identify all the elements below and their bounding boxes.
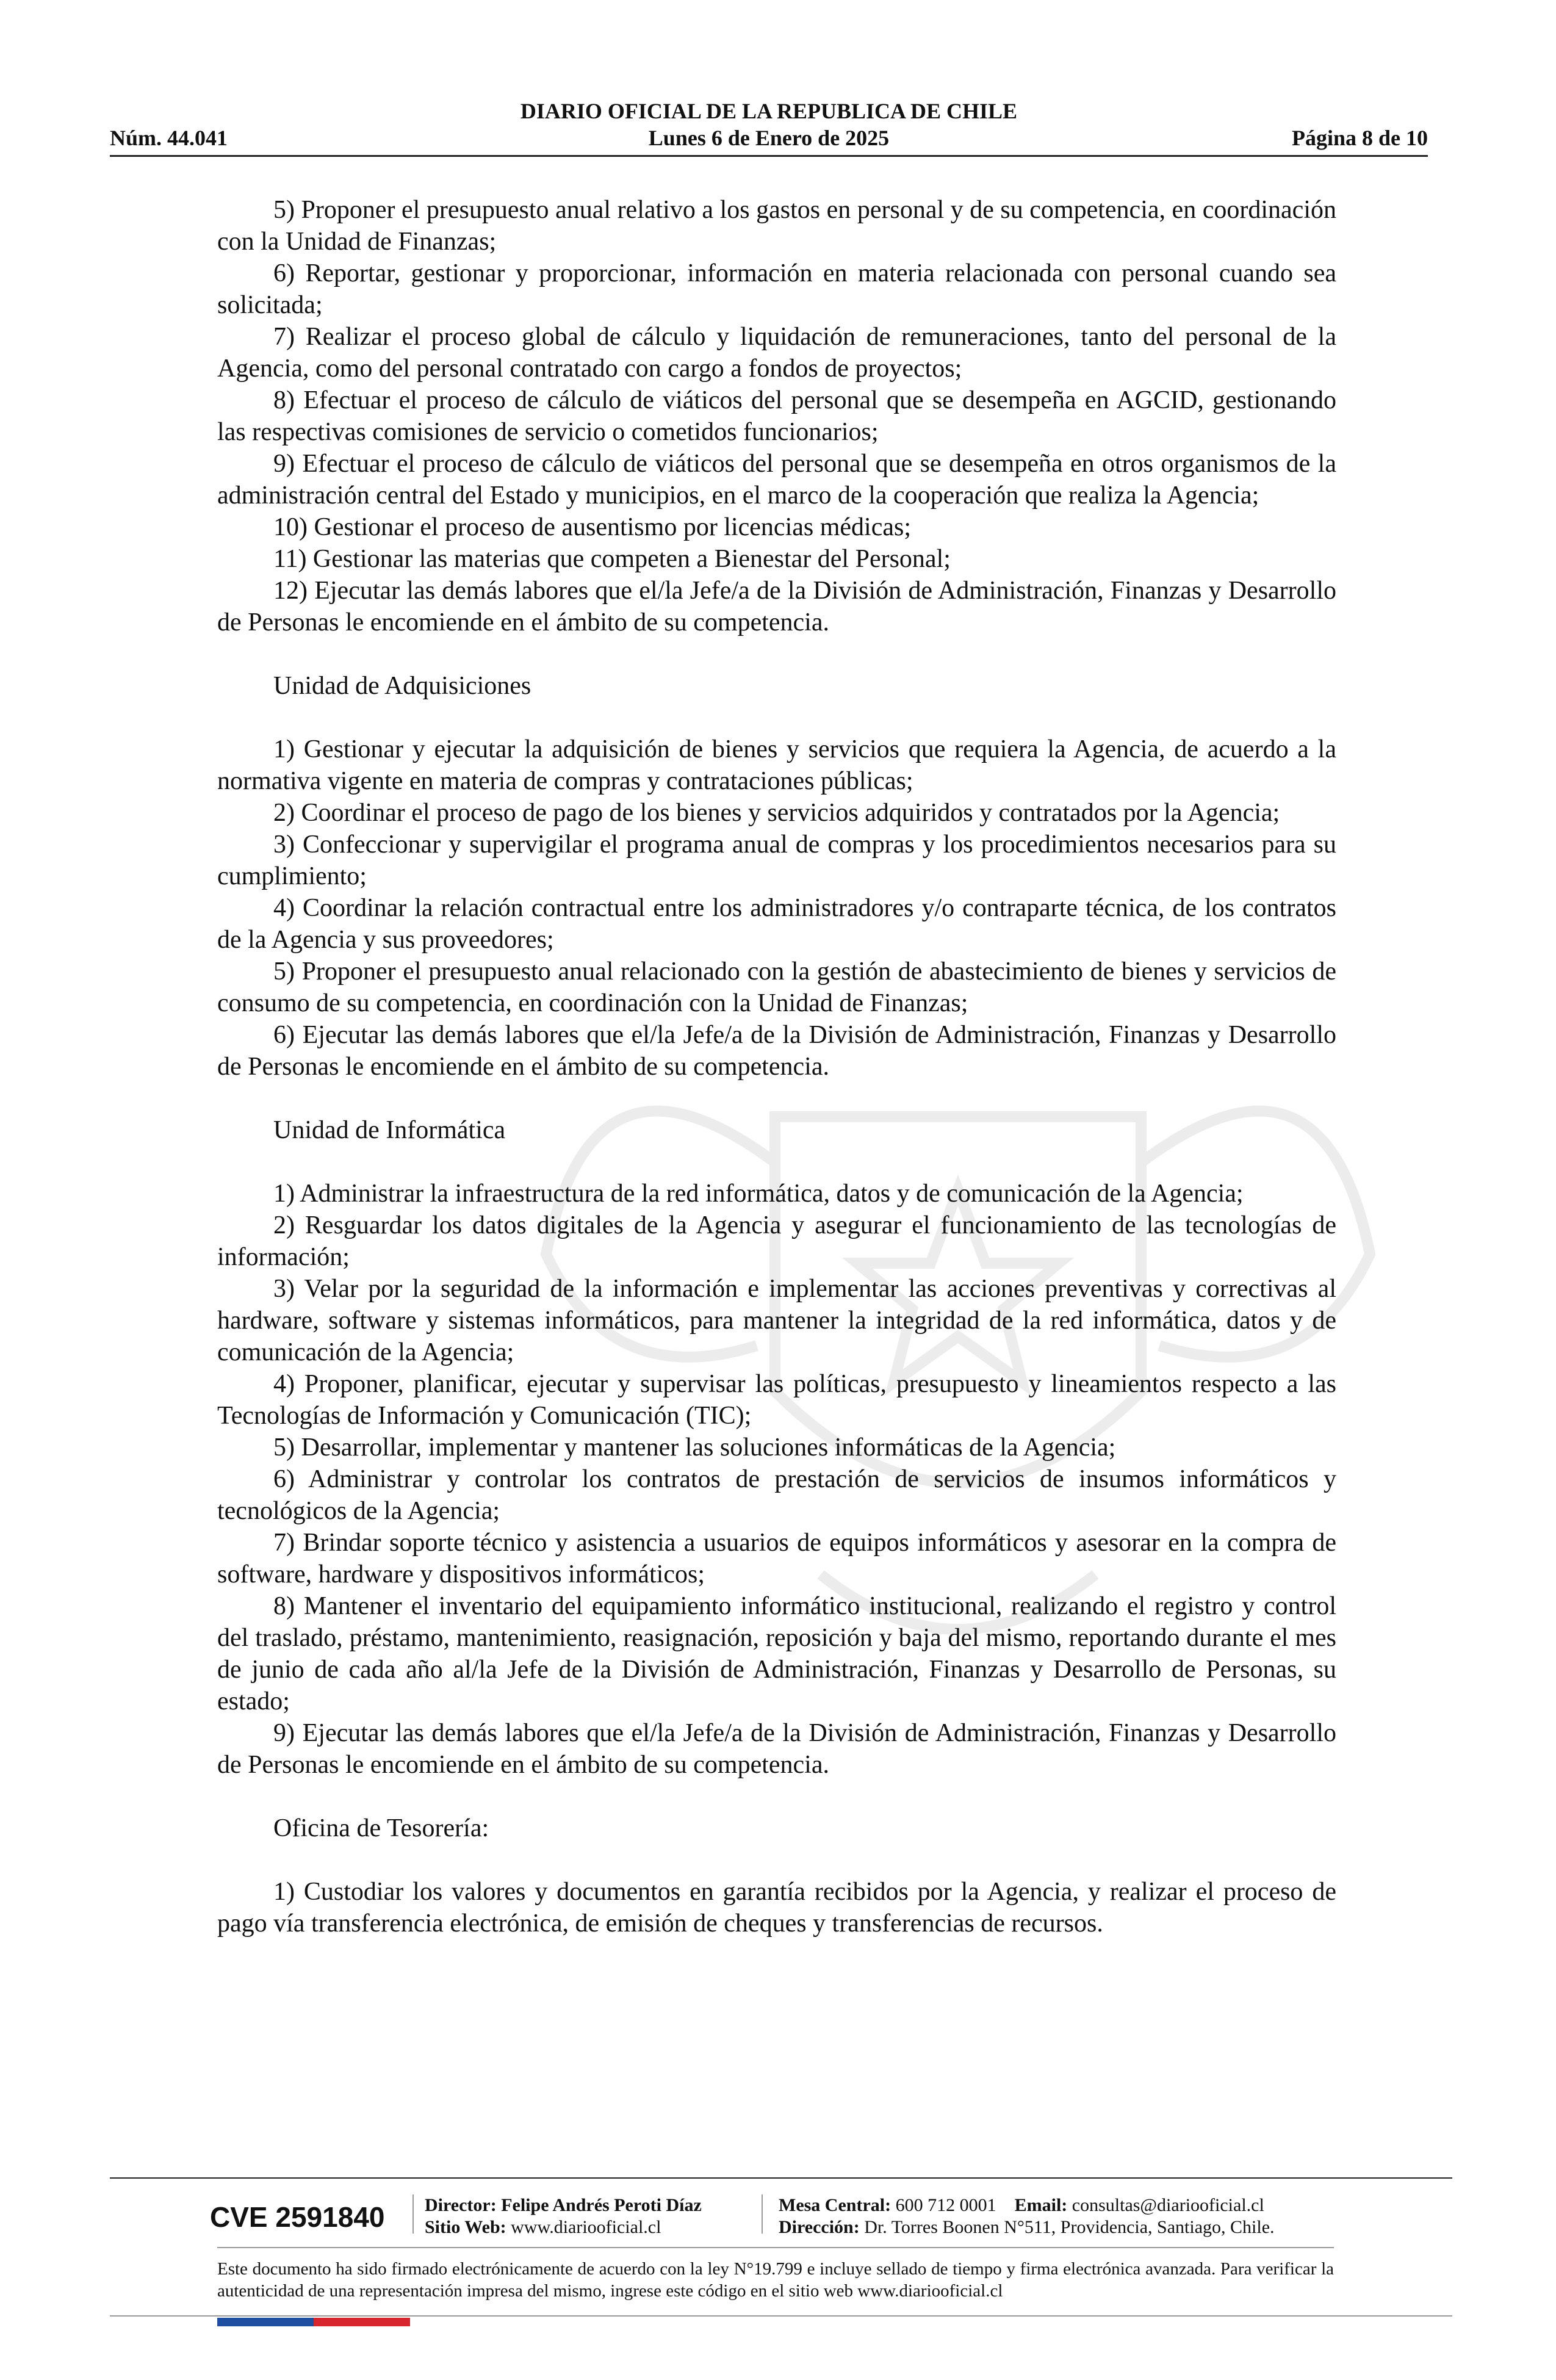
footer-divider xyxy=(412,2194,414,2234)
email-link[interactable]: consultas@diariooficial.cl xyxy=(1072,2195,1264,2215)
paragraph: 4) Proponer, planificar, ejecutar y supervisar las políticas, presupuesto y lineamientos respecto a las Tecnologías de Información y Comunicación (TIC); xyxy=(217,1370,1336,1430)
section-heading-informatica: Unidad de Informática xyxy=(273,1116,506,1144)
section-heading-tesoreria: Oficina de Tesorería: xyxy=(273,1814,489,1842)
flag-blue-stripe xyxy=(217,2318,314,2326)
paragraph: 3) Confeccionar y supervigilar el programa anual de compras y los procedimientos necesarios para su cumplimiento; xyxy=(217,831,1336,890)
email-label: Email: xyxy=(1014,2195,1068,2215)
issue-number: Núm. 44.041 xyxy=(110,126,228,150)
website-link[interactable]: www.diariooficial.cl xyxy=(511,2217,661,2237)
page-header xyxy=(110,98,1428,159)
paragraph: 2) Coordinar el proceso de pago de los bienes y servicios adquiridos y contratados por la Agencia; xyxy=(273,799,1280,827)
paragraph: 5) Desarrollar, implementar y mantener las soluciones informáticas de la Agencia; xyxy=(273,1433,1116,1462)
newspaper-title: DIARIO OFICIAL DE LA REPUBLICA DE CHILE xyxy=(520,99,1018,123)
header-rule xyxy=(110,155,1428,157)
phone-number: 600 712 0001 xyxy=(895,2195,996,2215)
footer-mid-rule xyxy=(217,2247,1334,2248)
address-label: Dirección: xyxy=(779,2217,860,2237)
document-body xyxy=(217,194,1336,1939)
footer-contact-block xyxy=(779,2194,1275,2238)
paragraph: 9) Efectuar el proceso de cálculo de viáticos del personal que se desempeña en otros organismos de la administración central del Estado y municipios, en el marco de la cooperación que realiza la Agencia; xyxy=(217,450,1336,510)
legal-notice: Este documento ha sido firmado electrónicamente de acuerdo con la ley N°19.799 e incluye sellado de tiempo y firma electrónica avanzada. Para verificar la autenticidad de una representación impresa del mismo, ingrese este código en el sitio web www.diariooficial.cl xyxy=(217,2259,1334,2301)
paragraph: 9) Ejecutar las demás labores que el/la Jefe/a de la División de Administración, Finanzas y Desarrollo de Personas le encomiende en el ámbito de su competencia. xyxy=(217,1719,1336,1779)
paragraph: 6) Administrar y controlar los contratos de prestación de servicios de insumos informáticos y tecnológicos de la Agencia; xyxy=(217,1465,1336,1525)
paragraph: 8) Mantener el inventario del equipamiento informático institucional, realizando el registro y control del traslado, préstamo, mantenimiento, reasignación, reposición y baja del mismo, reportando durante el mes de junio de cada año al/la Jefe de la División de Administración, Finanzas y Desarrollo de Personas, su estado; xyxy=(217,1592,1336,1715)
paragraph: 1) Gestionar y ejecutar la adquisición de bienes y servicios que requiera la Agencia, de acuerdo a la normativa vigente en materia de compras y contrataciones públicas; xyxy=(217,735,1336,795)
footer-bottom-rule xyxy=(110,2315,1452,2317)
web-label: Sitio Web: xyxy=(425,2217,506,2237)
page-number: Página 8 de 10 xyxy=(1291,126,1428,150)
paragraph: 1) Administrar la infraestructura de la red informática, datos y de comunicación de la Agencia; xyxy=(273,1180,1244,1208)
paragraph: 1) Custodiar los valores y documentos en garantía recibidos por la Agencia, y realizar el proceso de pago vía transferencia electrónica, de emisión de cheques y transferencias de recursos. xyxy=(217,1878,1336,1938)
paragraph: 2) Resguardar los datos digitales de la Agencia y asegurar el funcionamiento de las tecnologías de información; xyxy=(217,1211,1336,1271)
cve-code: CVE 2591840 xyxy=(210,2201,385,2233)
page-footer xyxy=(110,2177,1452,2360)
paragraph: 8) Efectuar el proceso de cálculo de viáticos del personal que se desempeña en AGCID, gestionando las respectivas comisiones de servicio o cometidos funcionarios; xyxy=(217,386,1336,446)
footer-top-rule xyxy=(110,2177,1452,2179)
section-heading-adquisiciones: Unidad de Adquisiciones xyxy=(273,672,531,700)
footer-director-block xyxy=(425,2194,702,2238)
paragraph: 6) Ejecutar las demás labores que el/la Jefe/a de la División de Administración, Finanzas y Desarrollo de Personas le encomiende en el ámbito de su competencia. xyxy=(217,1021,1336,1081)
footer-divider xyxy=(762,2194,763,2234)
issue-date: Lunes 6 de Enero de 2025 xyxy=(648,126,890,150)
paragraph: 12) Ejecutar las demás labores que el/la Jefe/a de la División de Administración, Finanzas y Desarrollo de Personas le encomiende en el ámbito de su competencia. xyxy=(217,577,1336,636)
paragraph: 6) Reportar, gestionar y proporcionar, información en materia relacionada con personal cuando sea solicitada; xyxy=(217,259,1336,319)
paragraph: 5) Proponer el presupuesto anual relacionado con la gestión de abastecimiento de bienes y servicios de consumo de su competencia, en coordinación con la Unidad de Finanzas; xyxy=(217,957,1336,1017)
paragraph: 4) Coordinar la relación contractual entre los administradores y/o contraparte técnica, de los contratos de la Agencia y sus proveedores; xyxy=(217,894,1336,954)
flag-stripe xyxy=(217,2318,410,2326)
phone-label: Mesa Central: xyxy=(779,2195,891,2215)
paragraph: 11) Gestionar las materias que competen a Bienestar del Personal; xyxy=(273,545,951,573)
paragraph: 10) Gestionar el proceso de ausentismo por licencias médicas; xyxy=(273,513,911,541)
paragraph: 7) Brindar soporte técnico y asistencia a usuarios de equipos informáticos y asesorar en la compra de software, hardware y dispositivos informáticos; xyxy=(217,1529,1336,1588)
flag-red-stripe xyxy=(314,2318,410,2326)
address: Dr. Torres Boonen N°511, Providencia, Santiago, Chile. xyxy=(864,2217,1275,2237)
paragraph: 5) Proponer el presupuesto anual relativo a los gastos en personal y de su competencia, en coordinación con la Unidad de Finanzas; xyxy=(217,196,1336,256)
director-label: Director: xyxy=(425,2195,497,2215)
paragraph: 3) Velar por la seguridad de la información e implementar las acciones preventivas y correctivas al hardware, software y sistemas informáticos, para mantener la integridad de la red informática, datos y de comunicación de la Agencia; xyxy=(217,1275,1336,1366)
director-name: Felipe Andrés Peroti Díaz xyxy=(501,2195,702,2215)
paragraph: 7) Realizar el proceso global de cálculo y liquidación de remuneraciones, tanto del personal de la Agencia, como del personal contratado con cargo a fondos de proyectos; xyxy=(217,323,1336,383)
